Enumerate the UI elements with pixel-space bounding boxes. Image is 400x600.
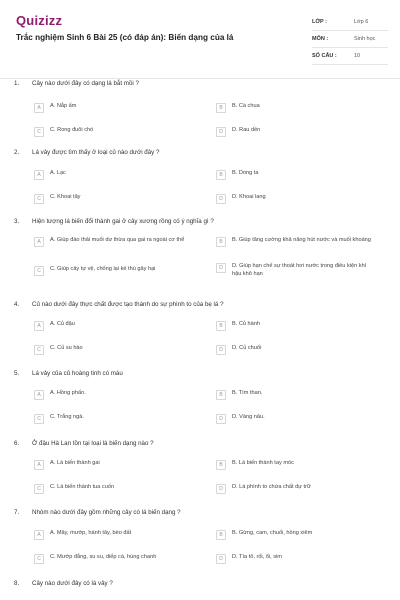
option-text: C. Rong đuôi chó	[50, 127, 94, 133]
option-letter-box: D	[216, 484, 226, 494]
question-text: Hiện tượng lá biến đổi thành gai ở cây xương rồng có ý nghĩa gì ?	[32, 218, 214, 225]
option-text: C. Khoai tây	[50, 194, 81, 200]
option-text: B. Gừng, cam, chuối, hồng xiêm	[232, 530, 313, 536]
question-text: Củ nào dưới đây thực chất được tạo thành do sự phình to của bẹ lá ?	[32, 301, 224, 308]
question-text: Lá vảy được tìm thấy ở loại củ nào dưới đây ?	[32, 149, 160, 156]
option-letter-box: C	[34, 554, 44, 564]
option-text: A. Mây, mướp, hành tây, bèo đất	[50, 530, 132, 536]
option-d[interactable]	[216, 345, 372, 359]
option-a[interactable]	[34, 390, 190, 404]
meta-value: 10	[354, 53, 361, 59]
option-letter-box: A	[34, 237, 44, 247]
option-a[interactable]	[34, 170, 190, 184]
option-c[interactable]	[34, 484, 190, 498]
question-number: 1.	[14, 80, 20, 87]
option-text: D. Củ chuối	[232, 345, 262, 351]
option-d[interactable]	[216, 484, 372, 498]
option-letter-box: A	[34, 390, 44, 400]
option-c[interactable]	[34, 554, 190, 568]
question-text: Cây nào dưới đây có lá vảy ?	[32, 580, 113, 587]
meta-label: MÔN :	[312, 36, 329, 42]
option-text: A. Lá biến thành gai	[50, 460, 100, 466]
worksheet-meta	[312, 14, 388, 65]
option-text: A. Hồng phấn.	[50, 390, 86, 396]
option-d[interactable]	[216, 127, 372, 141]
option-text: C. Lá biến thành tua cuốn	[50, 484, 115, 490]
option-b[interactable]	[216, 170, 372, 184]
meta-label: LỚP :	[312, 19, 327, 25]
option-letter-box: D	[216, 414, 226, 424]
option-text: D. Khoai lang	[232, 194, 266, 200]
option-letter-box: B	[216, 460, 226, 470]
option-a[interactable]	[34, 530, 190, 544]
option-letter-box: D	[216, 194, 226, 204]
option-letter-box: C	[34, 414, 44, 424]
question-number: 6.	[14, 440, 20, 447]
option-text: B. Củ hành	[232, 321, 260, 327]
meta-row-subject	[312, 31, 388, 48]
option-letter-box: C	[34, 484, 44, 494]
option-letter-box: C	[34, 194, 44, 204]
question-text: Lá vảy của củ hoàng tinh có màu	[32, 370, 123, 377]
option-text: C. Trắng ngà.	[50, 414, 84, 420]
option-letter-box: B	[216, 321, 226, 331]
option-text: D. Rau dền	[232, 127, 261, 133]
meta-label: SỐ CÂU :	[312, 53, 337, 59]
option-text: D. Giúp hạn chế sự thoát hơi nước trong điều kiện khí hậu khô hạn	[232, 263, 367, 277]
option-letter-box: D	[216, 263, 226, 273]
option-letter-box: B	[216, 530, 226, 540]
option-text: B. Giúp tăng cường khả năng hút nước và muối khoáng	[232, 237, 371, 243]
option-b[interactable]	[216, 530, 372, 544]
option-text: A. Nắp ấm	[50, 103, 77, 109]
option-c[interactable]	[34, 345, 190, 359]
option-d[interactable]	[216, 554, 372, 568]
option-letter-box: D	[216, 345, 226, 355]
question-number: 2.	[14, 149, 20, 156]
option-d[interactable]	[216, 263, 372, 277]
option-a[interactable]	[34, 103, 190, 117]
option-a[interactable]	[34, 237, 190, 251]
option-text: B. Cà chua	[232, 103, 260, 109]
option-c[interactable]	[34, 194, 190, 208]
meta-value: Sinh học	[354, 36, 376, 42]
question-number: 4.	[14, 301, 20, 308]
option-text: B. Lá biến thành tay móc	[232, 460, 294, 466]
option-text: A. Củ đậu	[50, 321, 75, 327]
option-b[interactable]	[216, 321, 372, 335]
option-letter-box: C	[34, 127, 44, 137]
option-text: B. Dong ta	[232, 170, 259, 176]
question-text: Ở đậu Hà Lan tồn tại loại lá biến dạng nào ?	[32, 440, 154, 447]
option-text: B. Tím than.	[232, 390, 263, 396]
meta-value: Lớp 6	[354, 19, 369, 25]
question-number: 8.	[14, 580, 20, 587]
option-letter-box: B	[216, 390, 226, 400]
option-text: D. Vàng nâu.	[232, 414, 265, 420]
option-c[interactable]	[34, 266, 190, 280]
option-d[interactable]	[216, 194, 372, 208]
quizizz-logo: Quizizz	[16, 13, 63, 28]
question-text: Nhóm nào dưới đây gồm những cây có lá biến dạng ?	[32, 509, 181, 516]
option-text: D. Lá phình to chứa chất dự trữ	[232, 484, 311, 490]
meta-row-count	[312, 48, 388, 65]
option-letter-box: B	[216, 103, 226, 113]
option-c[interactable]	[34, 414, 190, 428]
question-number: 3.	[14, 218, 20, 225]
option-b[interactable]	[216, 460, 372, 474]
option-letter-box: B	[216, 170, 226, 180]
question-text: Cây nào dưới đây có dạng lá bắt mồi ?	[32, 80, 139, 87]
option-a[interactable]	[34, 460, 190, 474]
option-b[interactable]	[216, 237, 372, 251]
worksheet-header	[0, 0, 400, 79]
option-letter-box: A	[34, 460, 44, 470]
option-text: A. Lạc	[50, 170, 66, 176]
question-number: 7.	[14, 509, 20, 516]
option-letter-box: D	[216, 127, 226, 137]
option-letter-box: C	[34, 266, 44, 276]
option-text: C. Mướp đắng, su su, diếp cá, hùng chanh	[50, 554, 157, 560]
worksheet-title: Trắc nghiệm Sinh 6 Bài 25 (có đáp án): Biến dạng của lá	[16, 33, 234, 42]
option-a[interactable]	[34, 321, 190, 335]
option-d[interactable]	[216, 414, 372, 428]
option-letter-box: A	[34, 321, 44, 331]
option-letter-box: A	[34, 103, 44, 113]
option-text: C. Củ su hào	[50, 345, 83, 351]
option-text: D. Tía tô, rối, ổi, sim	[232, 554, 282, 560]
option-text: A. Giúp đào thải muối dư thừa qua gai ra ngoài cơ thể	[50, 237, 185, 243]
meta-row-class	[312, 14, 388, 31]
option-text: C. Giúp cây tự vệ, chống lại kẻ thù gây hại	[50, 266, 156, 272]
option-letter-box: C	[34, 345, 44, 355]
option-letter-box: A	[34, 530, 44, 540]
option-letter-box: B	[216, 237, 226, 247]
question-number: 5.	[14, 370, 20, 377]
option-b[interactable]	[216, 390, 372, 404]
option-b[interactable]	[216, 103, 372, 117]
option-letter-box: A	[34, 170, 44, 180]
option-c[interactable]	[34, 127, 190, 141]
option-letter-box: D	[216, 554, 226, 564]
